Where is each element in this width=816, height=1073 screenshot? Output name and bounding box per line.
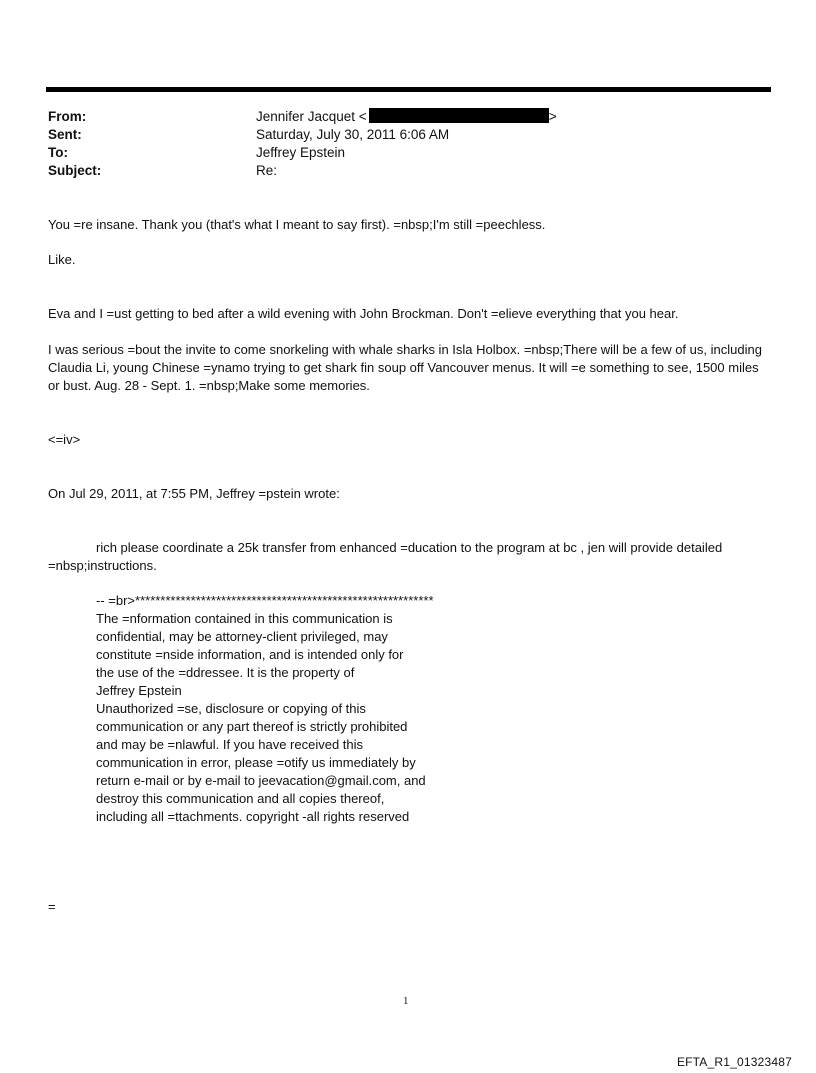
body-paragraph-4: I was serious =bout the invite to come snorkeling with whale sharks in Isla Holbox. =nbsp;There will be a few of us, including Claudia Li, young Chinese =ynamo trying to get shark fin soup off Vancouver menus. It will =e something to see, 1500 miles or bust. Aug. 28 - Sept. 1. =nbsp;Make some memories. xyxy=(48,342,762,393)
quoted-message: rich please coordinate a 25k transfer from enhanced =ducation to the program at bc , jen will provide detailed =nbsp;instructions. xyxy=(48,540,723,573)
disclaimer-line: The =nformation contained in this communication is xyxy=(96,611,393,626)
disclaimer-line: the use of the =ddressee. It is the property of xyxy=(96,665,355,680)
disclaimer-line: Jeffrey Epstein xyxy=(96,683,182,698)
disclaimer-line: communication in error, please =otify us immediately by xyxy=(96,755,416,770)
disclaimer-block xyxy=(96,592,596,826)
to-row xyxy=(48,144,748,162)
subject-row xyxy=(48,162,748,180)
page-number: 1 xyxy=(403,995,409,1007)
document-id: EFTA_R1_01323487 xyxy=(676,1055,792,1069)
redaction-block xyxy=(369,108,549,123)
quote-attribution: On Jul 29, 2011, at 7:55 PM, Jeffrey =pstein wrote: xyxy=(48,486,340,501)
disclaimer-line: destroy this communication and all copies thereof, xyxy=(96,791,385,806)
disclaimer-line: constitute =nside information, and is intended only for xyxy=(96,647,404,662)
sent-row xyxy=(48,126,748,144)
sent-label: Sent: xyxy=(48,127,82,142)
disclaimer-line: confidential, may be attorney-client privileged, may xyxy=(96,629,388,644)
disclaimer-line: -- =br>*********************************************************** xyxy=(96,593,434,608)
header-rule xyxy=(46,87,771,92)
to-value: Jeffrey Epstein xyxy=(256,145,346,160)
subject-value: Re: xyxy=(256,163,278,178)
redaction-bracket: > xyxy=(548,109,557,124)
from-value: Jennifer Jacquet < xyxy=(256,109,367,124)
from-label: From: xyxy=(48,109,87,124)
to-label: To: xyxy=(48,145,68,160)
disclaimer-line: Unauthorized =se, disclosure or copying of this xyxy=(96,701,366,716)
email-header xyxy=(48,108,748,180)
disclaimer-line: return e-mail or by e-mail to jeevacation@gmail.com, and xyxy=(96,773,426,788)
disclaimer-line: including all =ttachments. copyright -all rights reserved xyxy=(96,809,410,824)
end-marker: = xyxy=(48,899,56,914)
body-paragraph-5: <=iv> xyxy=(48,432,81,447)
body-paragraph-3: Eva and I =ust getting to bed after a wild evening with John Brockman. Don't =elieve everything that you hear. xyxy=(48,306,679,321)
body-paragraph-2: Like. xyxy=(48,252,76,267)
disclaimer-line: and may be =nlawful. If you have received this xyxy=(96,737,364,752)
subject-label: Subject: xyxy=(48,163,102,178)
disclaimer-line: communication or any part thereof is strictly prohibited xyxy=(96,719,408,734)
sent-value: Saturday, July 30, 2011 6:06 AM xyxy=(256,127,450,142)
body-paragraph-1: You =re insane. Thank you (that's what I meant to say first). =nbsp;I'm still =peechless. xyxy=(48,217,546,232)
from-row xyxy=(48,108,748,126)
